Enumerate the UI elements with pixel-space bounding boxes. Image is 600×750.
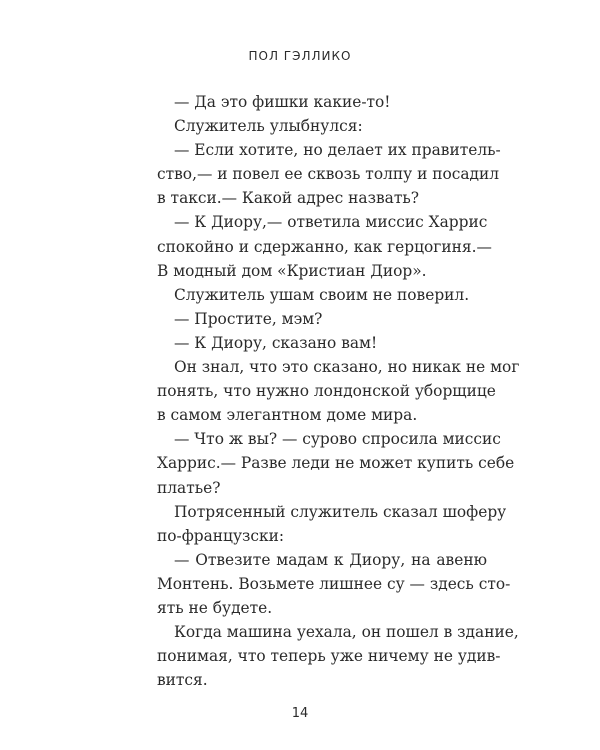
- text-line: вится.: [157, 671, 208, 690]
- text-line: — К Диору,— ответила миссис Харрис: [174, 213, 488, 232]
- text-line: В модный дом «Кристиан Диор».: [157, 261, 427, 280]
- text-line: — К Диору, сказано вам!: [174, 333, 378, 352]
- text-line: в самом элегантном доме мира.: [157, 406, 418, 425]
- page-body-text: [157, 90, 520, 692]
- text-line: по-французски:: [157, 526, 285, 545]
- text-line: понять, что нужно лондонской уборщице: [157, 382, 496, 401]
- page-number: 14: [291, 706, 309, 721]
- text-line: Потрясенный служитель сказал шоферу: [174, 502, 507, 521]
- text-line: — Если хотите, но делает их правитель-: [174, 141, 501, 160]
- text-line: — Что ж вы? — сурово спросила миссис: [174, 430, 501, 449]
- text-line: — Да это фишки какие-то!: [174, 93, 391, 111]
- text-line: — Отвезите мадам к Диору, на авеню: [174, 550, 487, 569]
- text-line: Служитель ушам своим не поверил.: [174, 285, 470, 304]
- text-line: в такси.— Какой адрес назвать?: [157, 189, 419, 208]
- text-line: Харрис.— Разве леди не может купить себе: [157, 454, 515, 473]
- text-line: Монтень. Возьмете лишнее су — здесь сто-: [157, 574, 511, 593]
- text-line: платье?: [157, 478, 221, 497]
- text-line: Он знал, что это сказано, но никак не мог: [174, 358, 520, 377]
- text-line: ять не будете.: [157, 598, 273, 617]
- text-line: Служитель улыбнулся:: [174, 117, 363, 136]
- text-line: спокойно и сдержанно, как герцогиня.—: [157, 237, 492, 256]
- text-line: Когда машина уехала, он пошел в здание,: [174, 623, 519, 642]
- running-header-author: ПОЛ ГЭЛЛИКО: [248, 49, 352, 63]
- text-line: — Простите, мэм?: [174, 309, 323, 328]
- text-line: ство,— и повел ее сквозь толпу и посадил: [157, 165, 500, 184]
- text-line: понимая, что теперь уже ничему не удив-: [157, 647, 501, 666]
